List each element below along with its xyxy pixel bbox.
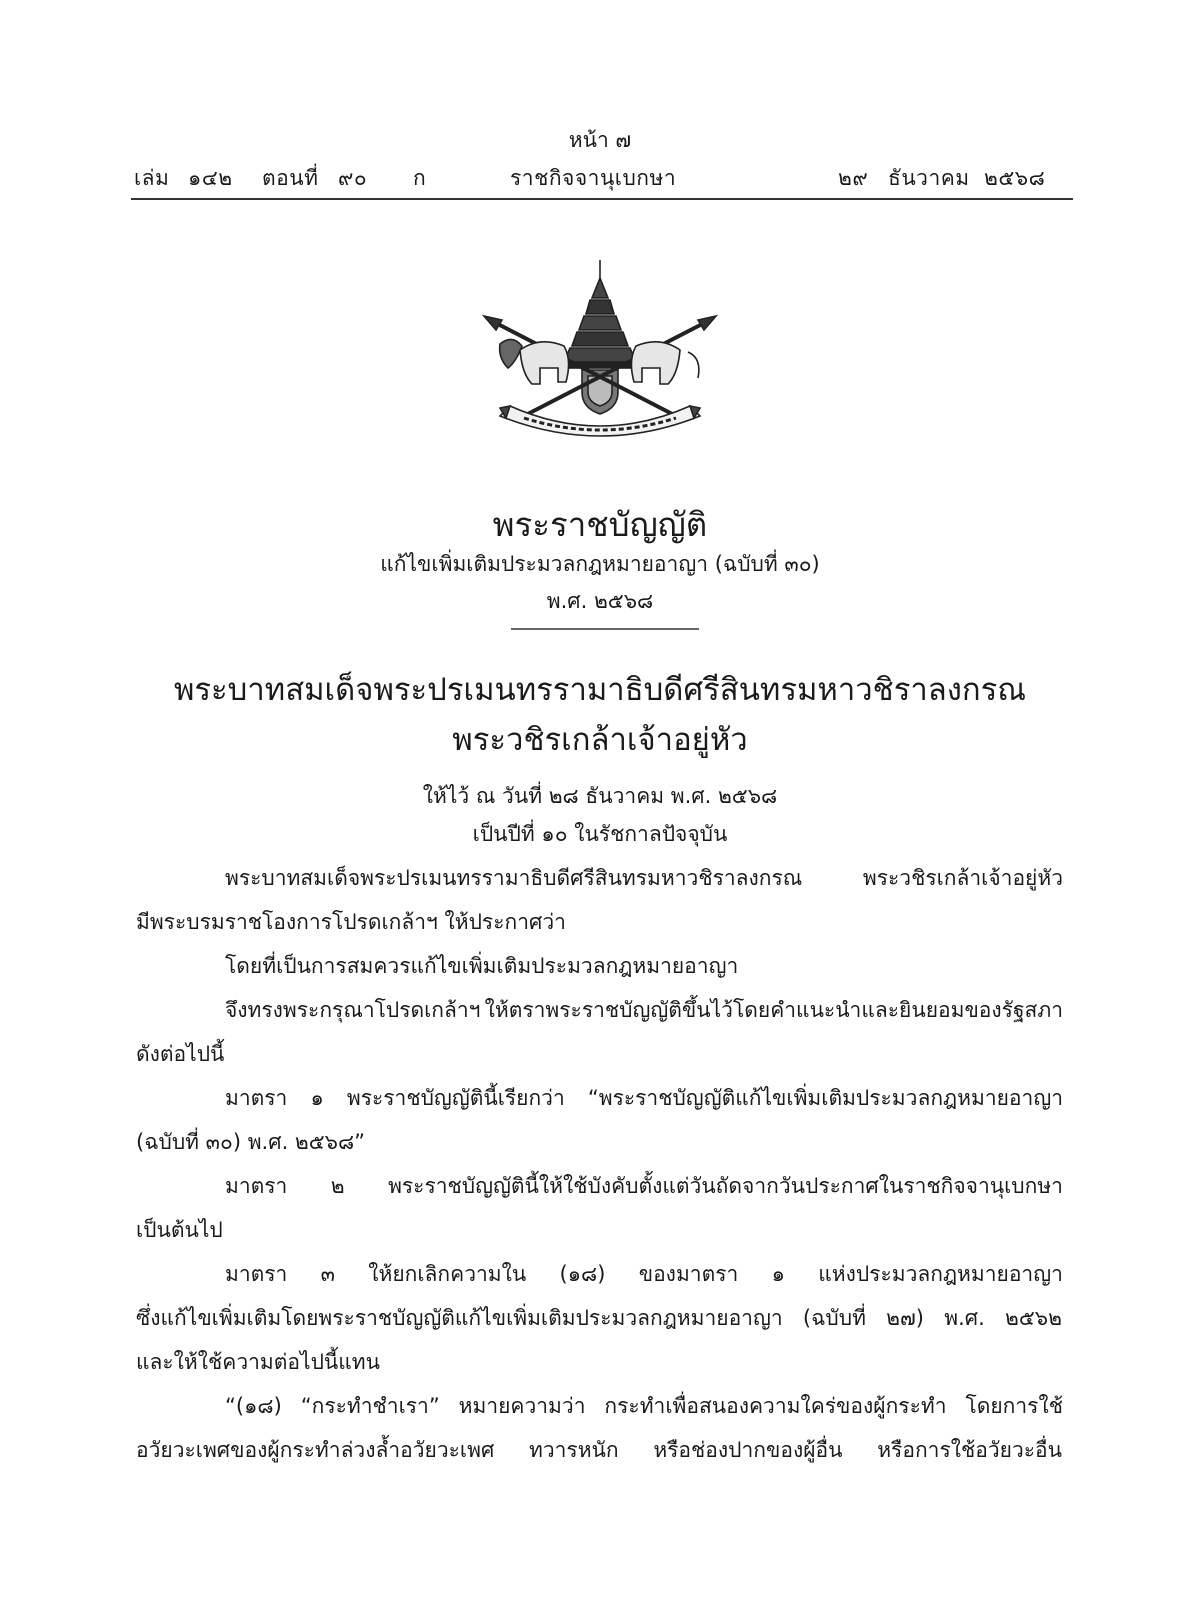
section-text: ให้ยกเลิกความใน [368,1262,527,1286]
section-label: มาตรา [225,1174,288,1198]
section-text: ๒๗) [886,1306,924,1330]
act-subtitle: แก้ไขเพิ่มเติมประมวลกฎหมายอาญา (ฉบับที่ ๓๐) [380,552,820,576]
definition-text: หรือการใช้อวัยวะอื่น [877,1438,1062,1462]
reign-year: เป็นปีที่ ๑๐ ในรัชกาลปัจจุบัน [472,822,728,846]
enactment-text: ให้ตราพระราชบัญญัติขึ้นไว้โดยคำแนะนำและยินยอมของรัฐสภา [484,998,1063,1022]
section-text: พระราชบัญญัตินี้ให้ใช้บังคับตั้งแต่วันถัดจากวันประกาศในราชกิจจานุเบกษา [388,1174,1063,1198]
section-text: ๑ [771,1262,785,1286]
section-number: ๓ [320,1262,335,1286]
preamble-line-1 [225,862,1063,895]
preamble-line-2: มีพระบรมราชโองการโปรดเกล้าฯ ให้ประกาศว่า [136,910,566,934]
definition-line-2 [136,1434,1062,1467]
volume-number: ๑๔๒ [188,166,233,190]
section-number: ๑ [310,1086,324,1110]
definition-text: อวัยวะเพศของผู้กระทำล่วงล้ำอวัยวะเพศ [136,1438,495,1462]
volume-label: เล่ม [134,166,170,190]
preamble-text: พระบาทสมเด็จพระปรเมนทรรามาธิบดีศรีสินทรมหาวชิราลงกรณ [225,866,803,890]
section-3-line-2 [136,1302,1062,1335]
section-label: มาตรา [225,1262,288,1286]
enactment-line-2: ดังต่อไปนี้ [136,1042,225,1066]
page-number: หน้า ๗ [568,128,632,152]
enactment-text: จึงทรงพระกรุณาโปรดเกล้าฯ [225,998,481,1022]
section-1-line-2: (ฉบับที่ ๓๐) พ.ศ. ๒๕๖๘” [136,1130,366,1154]
section-text: ๒๕๖๒ [1005,1306,1062,1330]
preamble-text: พระวชิรเกล้าเจ้าอยู่หัว [862,866,1063,890]
act-title: พระราชบัญญัติ [492,505,708,544]
section-number: ๙๐ [338,166,368,190]
section-text: พระราชบัญญัตินี้เรียกว่า [346,1086,565,1110]
definition-line-1 [225,1390,1063,1423]
date-day: ๒๙ [838,166,869,190]
date-month: ธันวาคม [888,166,970,190]
definition-text: “กระทำชำเรา” [300,1394,440,1418]
definition-text: โดยการใช้ [965,1394,1063,1418]
act-year: พ.ศ. ๒๕๖๘ [546,589,654,613]
section-2-line-2: เป็นต้นไป [136,1218,223,1242]
title-divider [511,628,699,630]
section-label: ตอนที่ [262,166,319,190]
given-date: ให้ไว้ ณ วันที่ ๒๘ ธันวาคม พ.ศ. ๒๕๖๘ [422,784,778,808]
section-text: (ฉบับที่ [802,1306,866,1330]
section-letter: ก [413,166,427,190]
section-text: พ.ศ. [944,1306,985,1330]
definition-text: ทวารหนัก [528,1438,619,1462]
header-divider [131,198,1073,200]
royal-garuda-emblem-icon [480,258,720,438]
enactment-line-1 [225,994,1063,1027]
section-3-line-3: และให้ใช้ความต่อไปนี้แทน [136,1350,380,1374]
section-3-line-1 [225,1258,1063,1291]
definition-text: “(๑๘) [225,1394,282,1418]
definition-text: หรือช่องปากของผู้อื่น [653,1438,843,1462]
definition-text: กระทำเพื่อสนองความใคร่ของผู้กระทำ [604,1394,947,1418]
definition-text: หมายความว่า [458,1394,586,1418]
king-name-line2: พระวชิรเกล้าเจ้าอยู่หัว [452,722,748,758]
gazette-name: ราชกิจจานุเบกษา [510,166,677,190]
section-2-line-1 [225,1170,1063,1203]
section-text: ของมาตรา [638,1262,739,1286]
section-text: แห่งประมวลกฎหมายอาญา [818,1262,1063,1286]
section-text: (๑๘) [559,1262,606,1286]
section-1-line-1 [225,1082,1063,1115]
king-name-line1: พระบาทสมเด็จพระปรเมนทรรามาธิบดีศรีสินทรมหาวชิราลงกรณ [173,672,1027,708]
section-text: ซึ่งแก้ไขเพิ่มเติมโดยพระราชบัญญัติแก้ไขเพิ่มเติมประมวลกฎหมายอาญา [136,1306,783,1330]
whereas-clause: โดยที่เป็นการสมควรแก้ไขเพิ่มเติมประมวลกฎหมายอาญา [225,954,739,978]
section-label: มาตรา [225,1086,288,1110]
date-year: ๒๕๖๘ [984,166,1046,190]
section-number: ๒ [330,1174,345,1198]
section-text: “พระราชบัญญัติแก้ไขเพิ่มเติมประมวลกฎหมายอาญา [587,1086,1063,1110]
